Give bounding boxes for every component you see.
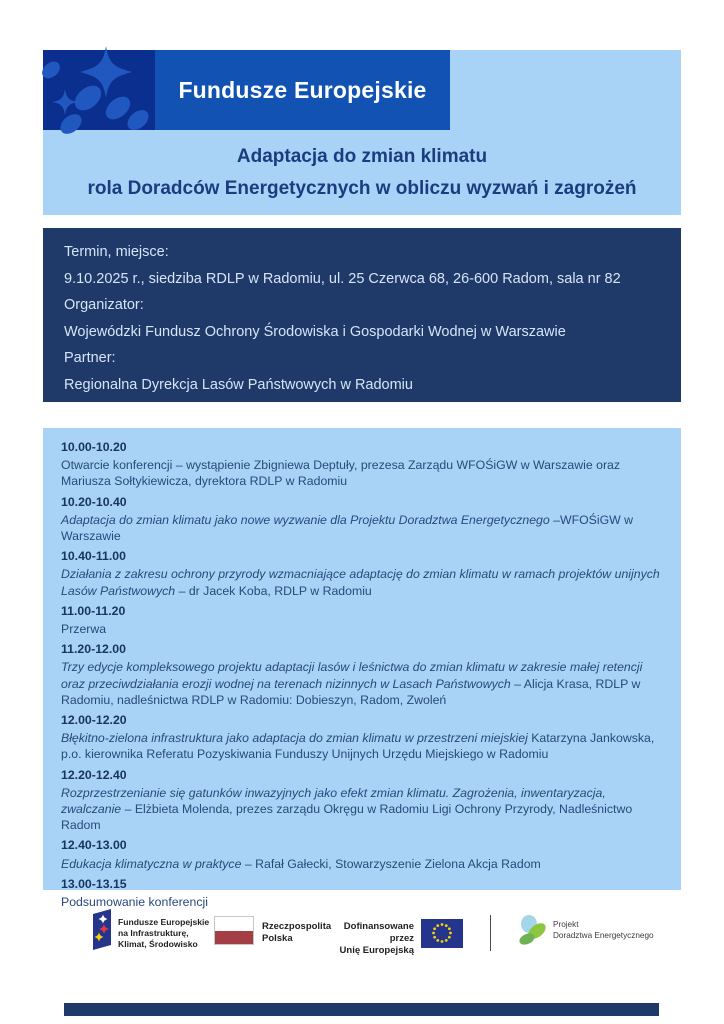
pde-label <box>553 920 654 941</box>
projekt-doradztwa-energetycznego-logo-icon <box>517 914 549 946</box>
agenda-details: Przerwa <box>61 622 107 637</box>
agenda-item <box>61 712 663 763</box>
feniks-line3: Klimat, Środowisko <box>118 938 198 949</box>
agenda-details: Podsumowanie konferencji <box>61 895 208 910</box>
agenda-details: – Alicja Krasa, RDLP w Radomiu, nadleśnictwa RDLP w Radomiu: Dobieszyn, Radom, Zwoleń <box>61 676 641 707</box>
event-info-organizer-value: Wojewódzki Fundusz Ochrony Środowiska i Gospodarki Wodnej w Warszawie <box>64 323 566 340</box>
agenda-details: Otwarcie konferencji – wystąpienie Zbigniewa Deptuły, prezesa Zarządu WFOŚiGW w Warszawie oraz Mariusza Sołtykiewicza, dyrektora RDLP w Radomiu <box>61 458 621 489</box>
agenda-time: 11.00-11.20 <box>61 603 126 618</box>
event-info-partner-value: Regionalna Dyrekcja Lasów Państwowych w Radomiu <box>64 376 413 393</box>
eu-funding-label <box>330 921 414 957</box>
event-info-organizer-label: Organizator: <box>64 297 144 313</box>
agenda-item <box>61 548 663 599</box>
agenda-topic: Błękitno-zielona infrastruktura jako adaptacja do zmian klimatu w przestrzeni miejskiej <box>61 731 528 746</box>
agenda-details: – dr Jacek Koba, RDLP w Radomiu <box>175 583 372 598</box>
event-info-partner-label: Partner: <box>64 350 116 366</box>
fundusze-europejskie-logo-icon <box>43 50 155 130</box>
feniks-line1: Fundusze Europejskie <box>118 917 210 927</box>
agenda-topic: Adaptacja do zmian klimatu jako nowe wyzwanie dla Projektu Doradztwa Energetycznego <box>61 512 550 527</box>
bottom-accent-bar <box>64 1003 659 1016</box>
footer-divider <box>490 915 491 951</box>
agenda-item <box>61 767 663 834</box>
agenda-time: 13.00-13.15 <box>61 876 127 891</box>
pde-line2: Doradztwa Energetycznego <box>553 930 654 940</box>
agenda-details: – Elżbieta Molenda, prezes zarządu Okręgu w Radomiu Ligi Ochrony Przyrody, Nadleśnictwo Radom <box>61 802 633 833</box>
agenda-description <box>61 566 663 598</box>
agenda-description <box>61 730 663 762</box>
eu-line2: Unię Europejską <box>339 945 414 956</box>
feniks-line2: na Infrastrukturę, <box>118 927 189 938</box>
agenda-time: 12.20-12.40 <box>61 767 127 782</box>
agenda-item <box>61 641 663 708</box>
agenda-description <box>61 512 663 544</box>
agenda-details: Katarzyna Jankowska, p.o. kierownika Referatu Pozyskiwania Funduszy Unijnych Urzędu Miejskiego w Radomiu <box>61 731 655 762</box>
agenda-item <box>61 603 663 637</box>
agenda-item <box>61 494 663 545</box>
feniks-flag-icon <box>93 909 111 951</box>
agenda-details: – Rafał Gałecki, Stowarzyszenie Zielona Akcja Radom <box>241 856 541 871</box>
agenda-topic: Edukacja klimatyczna w praktyce <box>61 856 242 871</box>
agenda-item <box>61 837 663 871</box>
eu-line1: Dofinansowane przez <box>343 921 414 944</box>
agenda-topic: Rozprzestrzenianie się gatunków inwazyjnych jako efekt zmian klimatu. Zagrożenia, inwentaryzacja, zwalczanie <box>61 785 606 817</box>
agenda-description <box>61 856 663 872</box>
eu-flag-icon <box>421 919 463 948</box>
conference-title-line2: rola Doradców Energetycznych w obliczu wyzwań i zagrożeń <box>87 178 637 199</box>
agenda-time: 11.20-12.00 <box>61 642 126 657</box>
agenda-item <box>61 439 663 490</box>
agenda-time: 10.20-10.40 <box>61 494 127 509</box>
agenda-panel <box>43 428 681 910</box>
banner-label: Fundusze Europejskie <box>155 50 450 130</box>
agenda-time: 10.00-10.20 <box>61 440 127 454</box>
poland-flag-icon <box>214 916 254 945</box>
event-info-box <box>43 228 681 402</box>
feniks-logo-text <box>118 917 209 949</box>
agenda-time: 12.40-13.00 <box>61 838 127 853</box>
header-band <box>43 50 681 215</box>
agenda-topic: Trzy edycje kompleksowego projektu adaptacji lasów i leśnictwa do zmian klimatu w zakresie małej retencji oraz przeciwdziałania erozji wodnej na terenach nizinnych w Lasach Państwowych <box>61 660 643 691</box>
agenda-description <box>61 785 663 834</box>
agenda-item <box>61 876 663 910</box>
event-info-term-value: 9.10.2025 r., siedziba RDLP w Radomiu, ul. 25 Czerwca 68, 26-600 Radom, sala nr 82 <box>64 270 621 287</box>
agenda-topic: Działania z zakresu ochrony przyrody wzmacniające adaptację do zmian klimatu w ramach projektów unijnych Lasów Państwowych <box>61 567 660 598</box>
poland-label <box>262 921 331 945</box>
agenda-description <box>61 659 663 708</box>
fundusze-europejskie-banner <box>43 50 450 130</box>
poland-line2: Polska <box>262 933 293 944</box>
pde-line1: Projekt <box>553 920 579 929</box>
agenda-time: 10.40-11.00 <box>61 549 126 564</box>
agenda-description <box>61 457 663 489</box>
conference-title-line1: Adaptacja do zmian klimatu <box>236 146 488 167</box>
event-info-term-label: Termin, miejsce: <box>64 244 169 260</box>
agenda-description <box>61 894 663 910</box>
poland-line1: Rzeczpospolita <box>262 921 332 932</box>
conference-title <box>43 141 681 205</box>
agenda-details: –WFOŚiGW w Warszawie <box>61 512 634 544</box>
agenda-time: 12.00-12.20 <box>61 713 127 728</box>
agenda-description <box>61 621 663 637</box>
